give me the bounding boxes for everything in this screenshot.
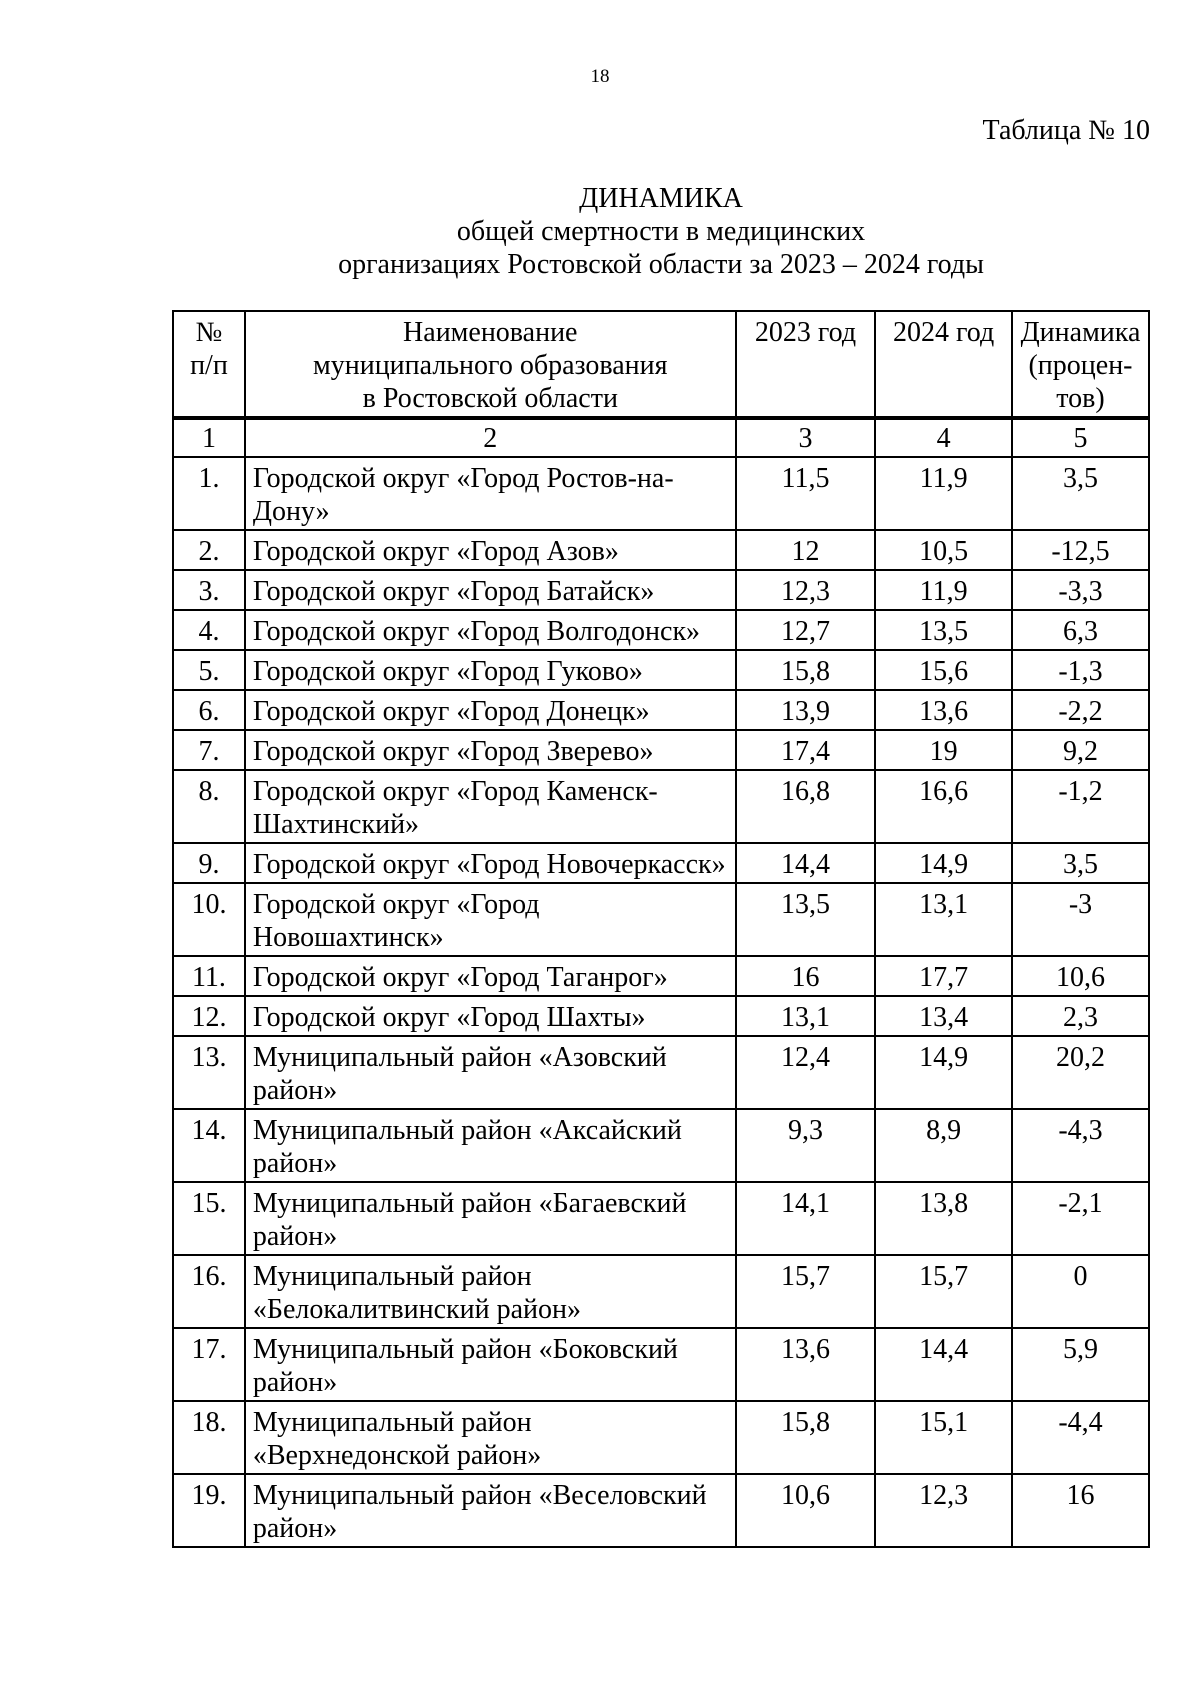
value-2024: 16,6: [875, 770, 1012, 843]
page-number: 18: [590, 66, 610, 87]
municipality-name: Городской округ «Город Ростов-на-Дону»: [245, 457, 736, 530]
row-number: 11.: [173, 956, 245, 996]
table-row: [173, 1255, 1149, 1328]
table-row: [173, 650, 1149, 690]
column-numbers-row: [173, 418, 1149, 457]
row-number: 1.: [173, 457, 245, 530]
header-dynamics: Динамика (процен- тов): [1012, 311, 1149, 418]
table-row: [173, 1328, 1149, 1401]
value-2024: 19: [875, 730, 1012, 770]
value-2023: 11,5: [736, 457, 876, 530]
row-number: 2.: [173, 530, 245, 570]
dynamics-percent: 2,3: [1012, 996, 1149, 1036]
table-row: [173, 690, 1149, 730]
value-2023: 15,8: [736, 1401, 876, 1474]
table-row: [173, 457, 1149, 530]
municipality-name: Городской округ «Город Волгодонск»: [245, 610, 736, 650]
municipality-name: Городской округ «Город Таганрог»: [245, 956, 736, 996]
value-2023: 13,1: [736, 996, 876, 1036]
row-number: 8.: [173, 770, 245, 843]
table-row: [173, 530, 1149, 570]
municipality-name: Городской округ «Город Новошахтинск»: [245, 883, 736, 956]
header-2023: 2023 год: [736, 311, 876, 418]
row-number: 9.: [173, 843, 245, 883]
table-header-row: [173, 311, 1149, 418]
row-number: 16.: [173, 1255, 245, 1328]
value-2024: 13,1: [875, 883, 1012, 956]
title-line-3: организациях Ростовской области за 2023 – 2024 годы: [338, 249, 984, 280]
table-row: [173, 1401, 1149, 1474]
value-2023: 9,3: [736, 1109, 876, 1182]
value-2023: 14,4: [736, 843, 876, 883]
value-2023: 17,4: [736, 730, 876, 770]
title-line-2: общей смертности в медицинских: [456, 216, 866, 247]
dynamics-percent: -2,1: [1012, 1182, 1149, 1255]
table-row: [173, 770, 1149, 843]
municipality-name: Муниципальный район «Аксайский район»: [245, 1109, 736, 1182]
dynamics-percent: -3,3: [1012, 570, 1149, 610]
value-2023: 14,1: [736, 1182, 876, 1255]
value-2024: 13,8: [875, 1182, 1012, 1255]
column-number: 1: [173, 418, 245, 457]
table-row: [173, 883, 1149, 956]
row-number: 3.: [173, 570, 245, 610]
value-2024: 17,7: [875, 956, 1012, 996]
dynamics-percent: -4,3: [1012, 1109, 1149, 1182]
municipality-name: Муниципальный район «Белокалитвинский район»: [245, 1255, 736, 1328]
table-row: [173, 610, 1149, 650]
dynamics-percent: 20,2: [1012, 1036, 1149, 1109]
municipality-name: Муниципальный район «Багаевский район»: [245, 1182, 736, 1255]
column-number: 3: [736, 418, 876, 457]
table-row: [173, 1036, 1149, 1109]
dynamics-percent: -4,4: [1012, 1401, 1149, 1474]
municipality-name: Городской округ «Город Новочеркасск»: [245, 843, 736, 883]
value-2024: 11,9: [875, 570, 1012, 610]
municipality-name: Муниципальный район «Веселовский район»: [245, 1474, 736, 1547]
municipality-name: Городской округ «Город Батайск»: [245, 570, 736, 610]
value-2023: 15,8: [736, 650, 876, 690]
row-number: 12.: [173, 996, 245, 1036]
dynamics-percent: 6,3: [1012, 610, 1149, 650]
value-2024: 11,9: [875, 457, 1012, 530]
value-2023: 15,7: [736, 1255, 876, 1328]
mortality-table: [172, 310, 1150, 1548]
municipality-name: Городской округ «Город Донецк»: [245, 690, 736, 730]
value-2024: 13,5: [875, 610, 1012, 650]
row-number: 5.: [173, 650, 245, 690]
table-row: [173, 730, 1149, 770]
column-number: 5: [1012, 418, 1149, 457]
municipality-name: Городской округ «Город Зверево»: [245, 730, 736, 770]
table-row: [173, 570, 1149, 610]
value-2024: 13,4: [875, 996, 1012, 1036]
value-2024: 8,9: [875, 1109, 1012, 1182]
row-number: 15.: [173, 1182, 245, 1255]
dynamics-percent: 3,5: [1012, 457, 1149, 530]
value-2024: 10,5: [875, 530, 1012, 570]
row-number: 14.: [173, 1109, 245, 1182]
table-row: [173, 1474, 1149, 1547]
value-2024: 14,4: [875, 1328, 1012, 1401]
row-number: 7.: [173, 730, 245, 770]
dynamics-percent: -1,2: [1012, 770, 1149, 843]
dynamics-percent: 9,2: [1012, 730, 1149, 770]
row-number: 13.: [173, 1036, 245, 1109]
row-number: 19.: [173, 1474, 245, 1547]
table-row: [173, 1182, 1149, 1255]
header-2024: 2024 год: [875, 311, 1012, 418]
dynamics-percent: 16: [1012, 1474, 1149, 1547]
table-row: [173, 956, 1149, 996]
value-2024: 14,9: [875, 1036, 1012, 1109]
table-row: [173, 996, 1149, 1036]
value-2023: 13,5: [736, 883, 876, 956]
dynamics-percent: -1,3: [1012, 650, 1149, 690]
value-2024: 12,3: [875, 1474, 1012, 1547]
dynamics-percent: -12,5: [1012, 530, 1149, 570]
value-2023: 13,9: [736, 690, 876, 730]
row-number: 17.: [173, 1328, 245, 1401]
title-line-1: ДИНАМИКА: [579, 183, 743, 214]
dynamics-percent: 0: [1012, 1255, 1149, 1328]
value-2023: 13,6: [736, 1328, 876, 1401]
row-number: 4.: [173, 610, 245, 650]
table-row: [173, 843, 1149, 883]
municipality-name: Городской округ «Город Гуково»: [245, 650, 736, 690]
dynamics-percent: 5,9: [1012, 1328, 1149, 1401]
document-title: [0, 182, 1200, 281]
value-2023: 12,7: [736, 610, 876, 650]
column-number: 2: [245, 418, 736, 457]
value-2023: 12,4: [736, 1036, 876, 1109]
table-label: Таблица № 10: [982, 115, 1150, 146]
municipality-name: Городской округ «Город Шахты»: [245, 996, 736, 1036]
value-2024: 15,6: [875, 650, 1012, 690]
dynamics-percent: 3,5: [1012, 843, 1149, 883]
value-2024: 15,7: [875, 1255, 1012, 1328]
header-municipality: Наименование муниципального образования в Ростовской области: [245, 311, 736, 418]
column-number: 4: [875, 418, 1012, 457]
dynamics-percent: -3: [1012, 883, 1149, 956]
header-number: № п/п: [173, 311, 245, 418]
table-row: [173, 1109, 1149, 1182]
value-2023: 12: [736, 530, 876, 570]
value-2023: 12,3: [736, 570, 876, 610]
value-2024: 13,6: [875, 690, 1012, 730]
municipality-name: Городской округ «Город Азов»: [245, 530, 736, 570]
municipality-name: Муниципальный район «Боковский район»: [245, 1328, 736, 1401]
value-2023: 16,8: [736, 770, 876, 843]
row-number: 18.: [173, 1401, 245, 1474]
municipality-name: Городской округ «Город Каменск-Шахтинский»: [245, 770, 736, 843]
value-2023: 10,6: [736, 1474, 876, 1547]
row-number: 10.: [173, 883, 245, 956]
municipality-name: Муниципальный район «Азовский район»: [245, 1036, 736, 1109]
dynamics-percent: -2,2: [1012, 690, 1149, 730]
dynamics-percent: 10,6: [1012, 956, 1149, 996]
row-number: 6.: [173, 690, 245, 730]
municipality-name: Муниципальный район «Верхнедонской район»: [245, 1401, 736, 1474]
value-2024: 15,1: [875, 1401, 1012, 1474]
value-2024: 14,9: [875, 843, 1012, 883]
value-2023: 16: [736, 956, 876, 996]
